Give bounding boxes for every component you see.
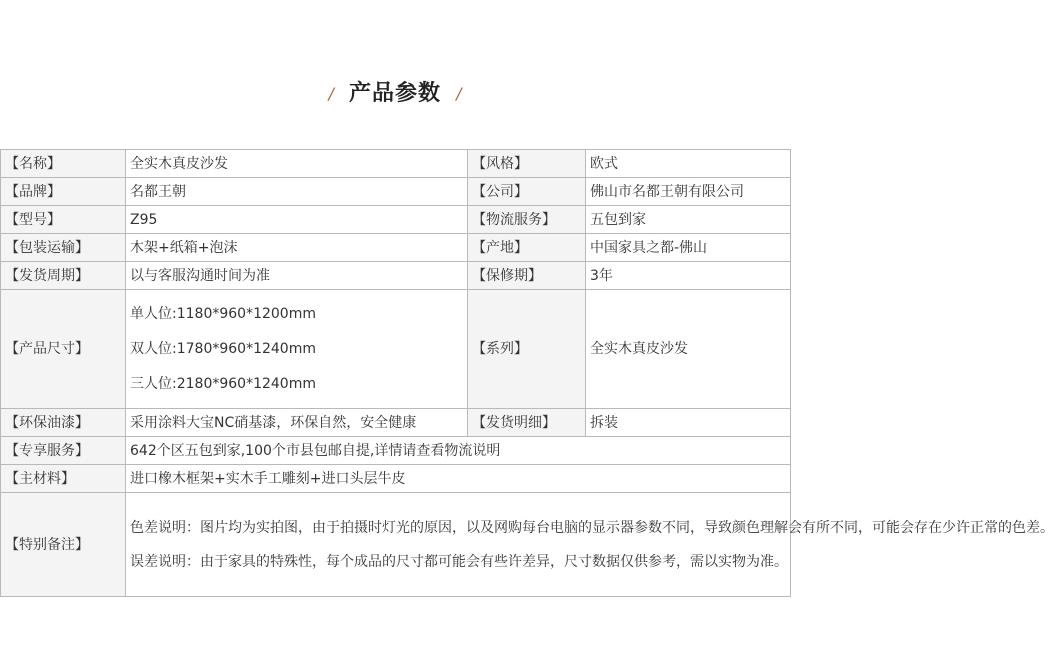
error-note: 误差说明：由于家具的特殊性，每个成品的尺寸都可能会有些许差异，尺寸数据仅供参考，需以实物为准。	[130, 553, 788, 570]
packing-value: 木架+纸箱+泡沫	[126, 234, 468, 262]
brand-label: 【品牌】	[1, 178, 126, 206]
brand-value: 名都王朝	[126, 178, 468, 206]
notes-label: 【特别备注】	[1, 493, 126, 597]
delivery-value: 以与客服沟通时间为准	[126, 262, 468, 290]
logistics-value: 五包到家	[586, 206, 791, 234]
color-note: 色差说明：图片均为实拍图，由于拍摄时灯光的原因，以及网购每台电脑的显示器参数不同，导致颜色理解会有所不同，可能会存在少许正常的色差。	[130, 519, 1054, 536]
ship-detail-label: 【发货明细】	[468, 409, 586, 437]
paint-value: 采用涂料大宝NC硝基漆，环保自然，安全健康	[126, 409, 468, 437]
table-row	[1, 409, 791, 437]
table-row	[1, 262, 791, 290]
logistics-label: 【物流服务】	[468, 206, 586, 234]
table-row	[1, 178, 791, 206]
series-value: 全实木真皮沙发	[586, 290, 791, 409]
company-value: 佛山市名都王朝有限公司	[586, 178, 791, 206]
notes-value	[126, 493, 1054, 597]
series-label: 【系列】	[468, 290, 586, 409]
right-decoration-mark: /	[456, 84, 462, 103]
page-title: 产品参数	[348, 81, 441, 106]
table-row	[1, 290, 791, 409]
size-line-double: 双人位:1780*960*1240mm	[130, 341, 316, 357]
material-label: 【主材料】	[1, 465, 126, 493]
product-params-table	[0, 149, 1054, 597]
table-row	[1, 465, 791, 493]
size-line-single: 单人位:1180*960*1200mm	[130, 306, 316, 322]
delivery-label: 【发货周期】	[1, 262, 126, 290]
left-decoration-mark: /	[328, 84, 334, 103]
name-value: 全实木真皮沙发	[126, 150, 468, 178]
origin-label: 【产地】	[468, 234, 586, 262]
table-row	[1, 493, 791, 597]
table-row	[1, 150, 791, 178]
service-label: 【专享服务】	[1, 437, 126, 465]
size-value	[126, 290, 468, 409]
style-label: 【风格】	[468, 150, 586, 178]
name-label: 【名称】	[1, 150, 126, 178]
ship-detail-value: 拆装	[586, 409, 791, 437]
company-label: 【公司】	[468, 178, 586, 206]
service-value: 642个区五包到家,100个市县包邮自提,详情请查看物流说明	[126, 437, 791, 465]
style-value: 欧式	[586, 150, 791, 178]
packing-label: 【包装运输】	[1, 234, 126, 262]
section-header	[0, 77, 790, 111]
table-row	[1, 437, 791, 465]
size-label: 【产品尺寸】	[1, 290, 126, 409]
table-row	[1, 234, 791, 262]
origin-value: 中国家具之都-佛山	[586, 234, 791, 262]
model-value: Z95	[126, 206, 468, 234]
warranty-label: 【保修期】	[468, 262, 586, 290]
model-label: 【型号】	[1, 206, 126, 234]
table-row	[1, 206, 791, 234]
size-line-triple: 三人位:2180*960*1240mm	[130, 376, 316, 392]
paint-label: 【环保油漆】	[1, 409, 126, 437]
warranty-value: 3年	[586, 262, 791, 290]
material-value: 进口橡木框架+实木手工雕刻+进口头层牛皮	[126, 465, 791, 493]
